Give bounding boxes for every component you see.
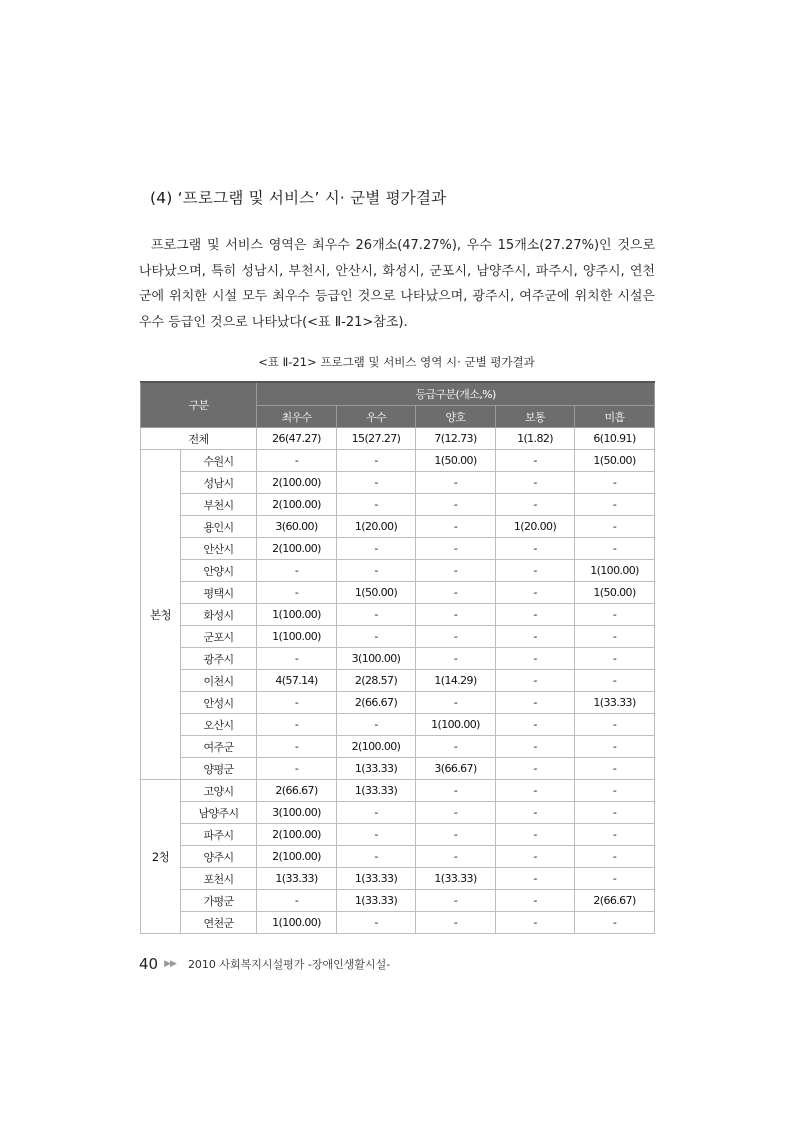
header-grade: 등급구분(개소,%) xyxy=(257,382,655,406)
table-row xyxy=(141,516,655,538)
value-cell: 3(66.67) xyxy=(416,758,496,780)
value-cell: 1(33.33) xyxy=(257,868,337,890)
value-cell: 1(20.00) xyxy=(496,516,575,538)
value-cell: 1(33.33) xyxy=(575,692,655,714)
table-row xyxy=(141,736,655,758)
header-grade-1: 우수 xyxy=(337,406,416,428)
value-cell: - xyxy=(575,648,655,670)
value-cell: - xyxy=(575,802,655,824)
body-paragraph-text: 프로그램 및 서비스 영역은 최우수 26개소(47.27%), 우수 15개소(27.27%)인 것으로 나타났으며, 특히 성남시, 부천시, 안산시, 화성시, 군포시, 남양주시, 파주시, 양주시, 연천군에 위치한 시설 모두 최우수 등급인 것으로 나타났으며, 광주시, 여주군에 위치한 시설은 우수 등급인 것으로 나타났다(<표 Ⅱ-21>참조). xyxy=(139,238,655,330)
value-cell: - xyxy=(337,802,416,824)
value-cell: 1(50.00) xyxy=(575,582,655,604)
city-label: 군포시 xyxy=(181,626,257,648)
value-cell: 3(100.00) xyxy=(257,802,337,824)
value-cell: 2(100.00) xyxy=(257,538,337,560)
value-cell: 1(50.00) xyxy=(575,450,655,472)
total-label: 전체 xyxy=(141,428,257,450)
value-cell: - xyxy=(416,472,496,494)
value-cell: - xyxy=(496,494,575,516)
table-row xyxy=(141,648,655,670)
value-cell: - xyxy=(575,472,655,494)
value-cell: 1(33.33) xyxy=(337,868,416,890)
value-cell: - xyxy=(416,912,496,934)
city-label: 안산시 xyxy=(181,538,257,560)
value-cell: 2(66.67) xyxy=(575,890,655,912)
table-row xyxy=(141,626,655,648)
total-cell: 26(47.27) xyxy=(257,428,337,450)
value-cell: 1(14.29) xyxy=(416,670,496,692)
value-cell: 3(60.00) xyxy=(257,516,337,538)
city-label: 남양주시 xyxy=(181,802,257,824)
value-cell: - xyxy=(575,846,655,868)
table-row xyxy=(141,868,655,890)
value-cell: - xyxy=(496,846,575,868)
table-caption: <표 Ⅱ-21> 프로그램 및 서비스 영역 시· 군별 평가결과 xyxy=(258,355,535,369)
table-row xyxy=(141,472,655,494)
city-label: 고양시 xyxy=(181,780,257,802)
header-group: 구분 xyxy=(141,382,257,428)
total-cell: 1(1.82) xyxy=(496,428,575,450)
value-cell: - xyxy=(257,714,337,736)
city-label: 평택시 xyxy=(181,582,257,604)
value-cell: - xyxy=(416,604,496,626)
group-label: 본청 xyxy=(141,450,181,780)
value-cell: - xyxy=(337,824,416,846)
value-cell: - xyxy=(416,692,496,714)
value-cell: - xyxy=(416,538,496,560)
city-label: 화성시 xyxy=(181,604,257,626)
value-cell: - xyxy=(257,560,337,582)
value-cell: - xyxy=(337,450,416,472)
value-cell: 2(100.00) xyxy=(257,846,337,868)
value-cell: - xyxy=(257,736,337,758)
value-cell: - xyxy=(575,670,655,692)
city-label: 안성시 xyxy=(181,692,257,714)
value-cell: - xyxy=(496,912,575,934)
value-cell: 1(33.33) xyxy=(337,780,416,802)
total-cell: 7(12.73) xyxy=(416,428,496,450)
value-cell: - xyxy=(416,648,496,670)
value-cell: - xyxy=(575,868,655,890)
value-cell: - xyxy=(496,538,575,560)
value-cell: 1(33.33) xyxy=(337,890,416,912)
city-label: 광주시 xyxy=(181,648,257,670)
value-cell: 1(100.00) xyxy=(575,560,655,582)
value-cell: - xyxy=(496,802,575,824)
value-cell: 1(100.00) xyxy=(257,626,337,648)
table-row xyxy=(141,494,655,516)
page-footer xyxy=(139,955,390,973)
value-cell: 1(20.00) xyxy=(337,516,416,538)
value-cell: - xyxy=(575,538,655,560)
value-cell: - xyxy=(496,626,575,648)
page-number: 40 xyxy=(139,955,159,973)
city-label: 이천시 xyxy=(181,670,257,692)
footer-text: 2010 사회복지시설평가 -장애인생활시설- xyxy=(187,958,391,971)
value-cell: - xyxy=(575,626,655,648)
value-cell: - xyxy=(416,494,496,516)
table-row xyxy=(141,560,655,582)
value-cell: - xyxy=(416,736,496,758)
value-cell: - xyxy=(496,692,575,714)
value-cell: - xyxy=(496,714,575,736)
arrow-icon: ▶▶ xyxy=(164,959,176,969)
value-cell: - xyxy=(337,626,416,648)
table-row xyxy=(141,692,655,714)
value-cell: 2(100.00) xyxy=(257,472,337,494)
table-row xyxy=(141,582,655,604)
value-cell: 4(57.14) xyxy=(257,670,337,692)
value-cell: - xyxy=(257,450,337,472)
value-cell: - xyxy=(337,494,416,516)
header-grade-0: 최우수 xyxy=(257,406,337,428)
value-cell: 2(100.00) xyxy=(337,736,416,758)
city-label: 파주시 xyxy=(181,824,257,846)
value-cell: - xyxy=(496,560,575,582)
city-label: 포천시 xyxy=(181,868,257,890)
value-cell: - xyxy=(496,670,575,692)
city-label: 가평군 xyxy=(181,890,257,912)
value-cell: - xyxy=(496,758,575,780)
header-grade-4: 미흡 xyxy=(575,406,655,428)
table-row xyxy=(141,758,655,780)
value-cell: - xyxy=(416,780,496,802)
value-cell: - xyxy=(337,714,416,736)
header-grade-2: 양호 xyxy=(416,406,496,428)
city-label: 양주시 xyxy=(181,846,257,868)
value-cell: - xyxy=(337,604,416,626)
value-cell: - xyxy=(496,582,575,604)
city-label: 부천시 xyxy=(181,494,257,516)
value-cell: - xyxy=(575,736,655,758)
value-cell: - xyxy=(575,780,655,802)
value-cell: - xyxy=(575,604,655,626)
evaluation-table xyxy=(140,381,655,934)
value-cell: - xyxy=(496,736,575,758)
value-cell: - xyxy=(257,648,337,670)
city-label: 여주군 xyxy=(181,736,257,758)
value-cell: 1(50.00) xyxy=(416,450,496,472)
city-label: 성남시 xyxy=(181,472,257,494)
city-label: 양평군 xyxy=(181,758,257,780)
value-cell: - xyxy=(496,604,575,626)
section-heading: (4) ‘프로그램 및 서비스’ 시· 군별 평가결과 xyxy=(150,189,447,207)
value-cell: 2(100.00) xyxy=(257,494,337,516)
value-cell: - xyxy=(416,802,496,824)
value-cell: 1(33.33) xyxy=(337,758,416,780)
city-label: 오산시 xyxy=(181,714,257,736)
table-row xyxy=(141,890,655,912)
value-cell: - xyxy=(575,494,655,516)
value-cell: - xyxy=(337,560,416,582)
table-row xyxy=(141,912,655,934)
value-cell: - xyxy=(496,648,575,670)
value-cell: - xyxy=(337,472,416,494)
group-label: 2청 xyxy=(141,780,181,934)
total-cell: 6(10.91) xyxy=(575,428,655,450)
value-cell: - xyxy=(257,890,337,912)
value-cell: 2(66.67) xyxy=(337,692,416,714)
value-cell: 1(100.00) xyxy=(416,714,496,736)
table-row xyxy=(141,450,655,472)
value-cell: - xyxy=(496,868,575,890)
value-cell: - xyxy=(416,582,496,604)
value-cell: - xyxy=(496,472,575,494)
table-row xyxy=(141,604,655,626)
value-cell: - xyxy=(337,846,416,868)
value-cell: 2(100.00) xyxy=(257,824,337,846)
city-label: 안양시 xyxy=(181,560,257,582)
value-cell: - xyxy=(257,582,337,604)
table-row-total xyxy=(141,428,655,450)
value-cell: - xyxy=(496,890,575,912)
table-row xyxy=(141,846,655,868)
table-row xyxy=(141,538,655,560)
table-row xyxy=(141,714,655,736)
body-paragraph xyxy=(139,233,655,335)
value-cell: - xyxy=(575,824,655,846)
header-grade-3: 보통 xyxy=(496,406,575,428)
value-cell: 3(100.00) xyxy=(337,648,416,670)
value-cell: - xyxy=(496,450,575,472)
value-cell: 1(33.33) xyxy=(416,868,496,890)
value-cell: - xyxy=(416,890,496,912)
table-row xyxy=(141,802,655,824)
value-cell: - xyxy=(416,560,496,582)
value-cell: - xyxy=(337,538,416,560)
value-cell: - xyxy=(337,912,416,934)
total-cell: 15(27.27) xyxy=(337,428,416,450)
value-cell: - xyxy=(257,758,337,780)
value-cell: - xyxy=(575,758,655,780)
city-label: 수원시 xyxy=(181,450,257,472)
value-cell: 1(100.00) xyxy=(257,912,337,934)
value-cell: - xyxy=(416,516,496,538)
value-cell: - xyxy=(416,824,496,846)
value-cell: - xyxy=(416,626,496,648)
table-row xyxy=(141,670,655,692)
value-cell: - xyxy=(575,516,655,538)
value-cell: - xyxy=(496,824,575,846)
table-row xyxy=(141,824,655,846)
city-label: 연천군 xyxy=(181,912,257,934)
value-cell: 2(28.57) xyxy=(337,670,416,692)
value-cell: - xyxy=(416,846,496,868)
value-cell: - xyxy=(575,912,655,934)
value-cell: 1(100.00) xyxy=(257,604,337,626)
value-cell: 1(50.00) xyxy=(337,582,416,604)
value-cell: 2(66.67) xyxy=(257,780,337,802)
city-label: 용인시 xyxy=(181,516,257,538)
value-cell: - xyxy=(257,692,337,714)
value-cell: - xyxy=(496,780,575,802)
table-row xyxy=(141,780,655,802)
value-cell: - xyxy=(575,714,655,736)
